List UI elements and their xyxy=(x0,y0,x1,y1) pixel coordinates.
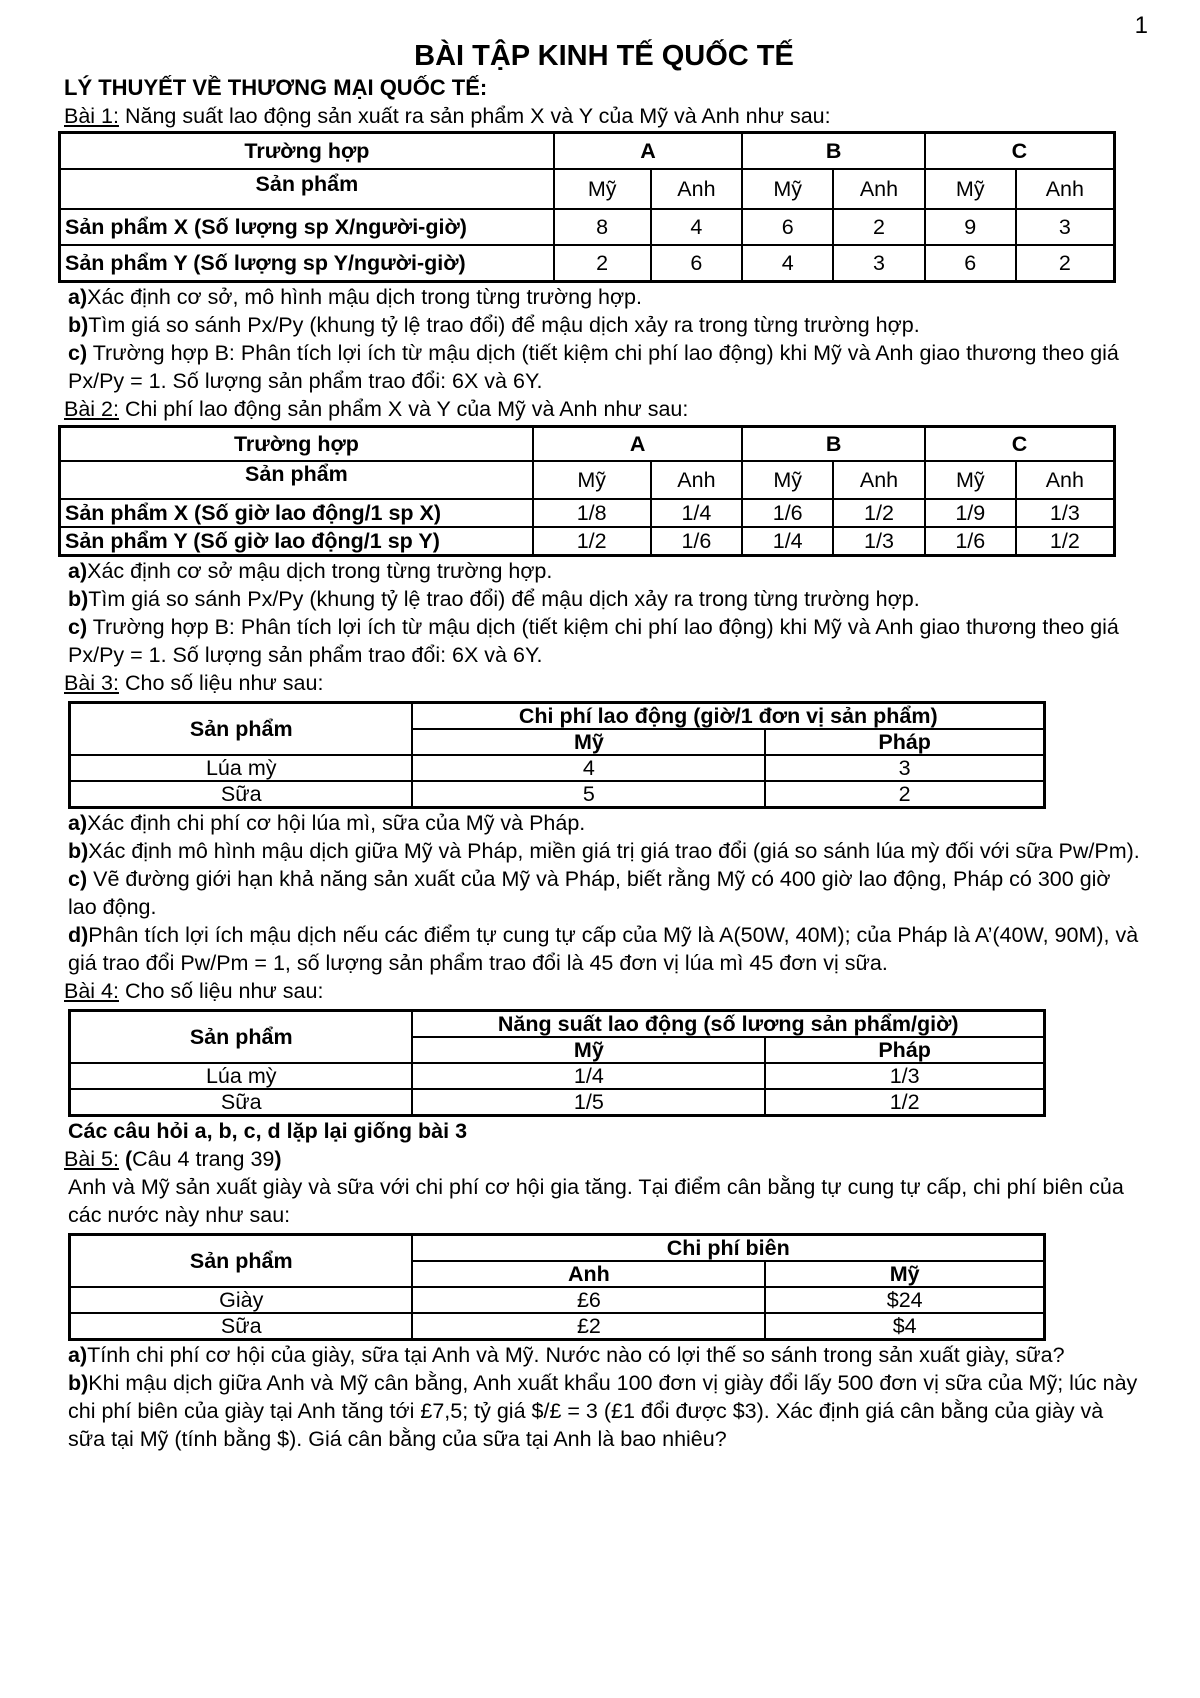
group-header: Năng suất lao động (số lương sản phẩm/giờ) xyxy=(412,1010,1044,1037)
value-cell: 1/4 xyxy=(412,1063,765,1089)
exercise-3-table xyxy=(68,701,1046,809)
question-text: Khi mậu dịch giữa Anh và Mỹ cân bằng, Anh xuất khẩu 100 đơn vị giày đổi lấy 500 đơn vị sữa của Mỹ; lúc này chi phí biên của giày tại Anh tăng tới £7,5; tỷ giá $/£ = 3 (£1 đổi được $3). Xác định giá cân bằng của giày và sữa tại Mỹ (tính bằng $). Giá cân bằng của sữa tại Anh là bao nhiêu? xyxy=(68,1370,1138,1451)
value-cell: 4 xyxy=(742,245,833,282)
value-cell: 1/4 xyxy=(742,527,833,556)
group-header: Chi phí lao động (giờ/1 đơn vị sản phẩm) xyxy=(412,702,1044,729)
table-row xyxy=(60,499,1115,527)
exercise-1-table xyxy=(58,131,1116,283)
value-cell: 1/6 xyxy=(651,527,743,556)
value-cell: $4 xyxy=(765,1313,1044,1340)
table-row xyxy=(60,245,1115,282)
value-cell: 2 xyxy=(554,245,651,282)
product-header: Sản phẩm xyxy=(70,1234,413,1287)
value-cell: £2 xyxy=(412,1313,765,1340)
country-cell: Anh xyxy=(651,169,743,209)
value-cell: 1/6 xyxy=(925,527,1016,556)
value-cell: 1/3 xyxy=(1016,499,1115,527)
product-header: Sản phẩm xyxy=(70,1010,413,1063)
value-cell: £6 xyxy=(412,1287,765,1313)
table-row xyxy=(70,1063,1045,1089)
value-cell: 8 xyxy=(554,209,651,245)
country-cell: Mỹ xyxy=(925,461,1016,499)
row-label: Giày xyxy=(70,1287,413,1313)
question-letter: b) xyxy=(68,1370,89,1395)
question-text: Tìm giá so sánh Px/Py (khung tỷ lệ trao đổi) để mậu dịch xảy ra trong từng trường hợp. xyxy=(88,586,920,611)
value-cell: 4 xyxy=(651,209,743,245)
product-header: Sản phẩm xyxy=(60,461,533,499)
value-cell: 6 xyxy=(742,209,833,245)
country-cell: Pháp xyxy=(765,1037,1044,1063)
exercise-1-text: Năng suất lao động sản xuất ra sản phẩm X và Y của Mỹ và Anh như sau: xyxy=(118,104,831,128)
question-text: Trường hợp B: Phân tích lợi ích từ mậu dịch (tiết kiệm chi phí lao động) khi Mỹ và Anh giao thương theo giá Px/Py = 1. Số lượng sản phẩm trao đổi: 6X và 6Y. xyxy=(68,614,1119,667)
country-cell: Anh xyxy=(412,1261,765,1287)
row-label: Lúa mỳ xyxy=(70,1063,413,1089)
case-b-header: B xyxy=(742,427,925,461)
table-row xyxy=(70,781,1045,808)
table-row xyxy=(70,1313,1045,1340)
exercise-5-heading xyxy=(64,1145,1144,1173)
table-row xyxy=(60,133,1115,170)
table-row xyxy=(70,1010,1045,1037)
row-label: Sữa xyxy=(70,1313,413,1340)
row-label: Sản phẩm Y (Số lượng sp Y/người-giờ) xyxy=(60,245,554,282)
value-cell: 1/2 xyxy=(833,499,925,527)
country-cell: Mỹ xyxy=(742,169,833,209)
product-header: Sản phẩm xyxy=(60,169,554,209)
country-cell: Mỹ xyxy=(925,169,1016,209)
question-letter: c) xyxy=(68,866,88,891)
table-row xyxy=(60,461,1115,499)
exercise-1-heading xyxy=(64,102,1144,130)
question-letter: b) xyxy=(68,838,89,863)
country-cell: Mỹ xyxy=(765,1261,1044,1287)
value-cell: 1/5 xyxy=(412,1089,765,1116)
table-row xyxy=(70,1287,1045,1313)
exercise-2-table xyxy=(58,425,1116,557)
question-letter: c) xyxy=(68,341,88,365)
country-cell: Mỹ xyxy=(742,461,833,499)
value-cell: 6 xyxy=(651,245,743,282)
exercise-2-question-b xyxy=(64,585,1144,613)
value-cell: 5 xyxy=(412,781,765,808)
country-cell: Mỹ xyxy=(412,729,765,755)
question-text: Phân tích lợi ích mậu dịch nếu các điểm tự cung tự cấp của Mỹ là A(50W, 40M); của Pháp là A’(40W, 90M), và giá trao đổi Pw/Pm = 1, số lượng sản phẩm trao đổi là 45 đơn vị lúa mì 45 đơn vị sữa. xyxy=(68,922,1139,975)
value-cell: 1/6 xyxy=(742,499,833,527)
table-row xyxy=(70,1234,1045,1261)
country-cell: Anh xyxy=(1016,169,1115,209)
value-cell: 1/9 xyxy=(925,499,1016,527)
exercise-1-question-b xyxy=(64,311,1144,339)
country-cell: Mỹ xyxy=(554,169,651,209)
table-row xyxy=(60,427,1115,461)
case-a-header: A xyxy=(533,427,742,461)
value-cell: 4 xyxy=(412,755,765,781)
row-label: Lúa mỳ xyxy=(70,755,413,781)
row-label: Sản phẩm X (Số giờ lao động/1 sp X) xyxy=(60,499,533,527)
table-row xyxy=(70,755,1045,781)
value-cell: 3 xyxy=(833,245,925,282)
value-cell: 2 xyxy=(833,209,925,245)
country-cell: Anh xyxy=(651,461,743,499)
exercise-4-table xyxy=(68,1009,1046,1117)
exercise-5-reference: Câu 4 trang 39 xyxy=(132,1146,275,1171)
exercise-5-table xyxy=(68,1233,1046,1341)
case-c-header: C xyxy=(925,133,1115,170)
exercise-5-question-a xyxy=(64,1341,1144,1369)
exercise-1-question-c xyxy=(64,339,1144,395)
question-letter: b) xyxy=(68,313,89,337)
exercise-2-text: Chi phí lao động sản phẩm X và Y của Mỹ và Anh như sau: xyxy=(118,397,689,421)
group-header: Chi phí biên xyxy=(412,1234,1044,1261)
question-text: Tìm giá so sánh Px/Py (khung tỷ lệ trao đổi) để mậu dịch xảy ra trong từng trường hợp. xyxy=(88,313,920,337)
value-cell: 1/2 xyxy=(765,1089,1044,1116)
row-label: Sản phẩm Y (Số giờ lao động/1 sp Y) xyxy=(60,527,533,556)
document-body xyxy=(64,38,1144,1453)
exercise-5-question-b xyxy=(64,1369,1144,1453)
row-label: Sữa xyxy=(70,1089,413,1116)
value-cell: 3 xyxy=(1016,209,1115,245)
exercise-5-label: Bài 5: xyxy=(64,1146,119,1171)
question-letter: a) xyxy=(68,285,88,309)
row-label: Sữa xyxy=(70,781,413,808)
page-number: 1 xyxy=(1134,12,1148,39)
value-cell: 1/2 xyxy=(1016,527,1115,556)
question-letter: a) xyxy=(68,558,88,583)
case-c-header: C xyxy=(925,427,1115,461)
exercise-4-text: Cho số liệu như sau: xyxy=(118,978,324,1003)
question-text: Xác định chi phí cơ hội lúa mì, sữa của Mỹ và Pháp. xyxy=(87,810,586,835)
exercise-3-question-d xyxy=(64,921,1144,977)
question-text: Tính chi phí cơ hội của giày, sữa tại Anh và Mỹ. Nước nào có lợi thế so sánh trong sản xuất giày, sữa? xyxy=(87,1342,1065,1367)
exercise-5-intro: Anh và Mỹ sản xuất giày và sữa với chi phí cơ hội gia tăng. Tại điểm cân bằng tự cung tự cấp, chi phí biên của các nước này như sau: xyxy=(68,1174,1124,1227)
exercise-5-close-paren: ) xyxy=(274,1146,282,1171)
exercise-2-question-a xyxy=(64,557,1144,585)
document-title: BÀI TẬP KINH TẾ QUỐC TẾ xyxy=(414,40,794,72)
country-cell: Pháp xyxy=(765,729,1044,755)
value-cell: 9 xyxy=(925,209,1016,245)
case-a-header: A xyxy=(554,133,743,170)
exercise-3-question-a xyxy=(64,809,1144,837)
value-cell: 2 xyxy=(1016,245,1115,282)
exercise-2-heading xyxy=(64,395,1144,423)
exercise-4-label: Bài 4: xyxy=(64,978,119,1003)
exercise-3-label: Bài 3: xyxy=(64,670,119,695)
country-cell: Anh xyxy=(833,169,925,209)
case-b-header: B xyxy=(742,133,925,170)
table-row xyxy=(60,169,1115,209)
exercise-3-question-c xyxy=(64,865,1144,921)
exercise-4-heading xyxy=(64,977,1144,1005)
table-row xyxy=(60,209,1115,245)
value-cell: 1/3 xyxy=(833,527,925,556)
question-letter: c) xyxy=(68,614,88,639)
question-letter: a) xyxy=(68,1342,88,1367)
country-cell: Anh xyxy=(833,461,925,499)
value-cell: $24 xyxy=(765,1287,1044,1313)
country-cell: Mỹ xyxy=(533,461,651,499)
case-header: Trường hợp xyxy=(60,133,554,170)
question-text: Trường hợp B: Phân tích lợi ích từ mậu dịch (tiết kiệm chi phí lao động) khi Mỹ và Anh giao thương theo giá Px/Py = 1. Số lượng sản phẩm trao đổi: 6X và 6Y. xyxy=(68,341,1119,393)
country-cell: Mỹ xyxy=(412,1037,765,1063)
value-cell: 1/3 xyxy=(765,1063,1044,1089)
exercise-2-question-c xyxy=(64,613,1144,669)
exercise-4-note: Các câu hỏi a, b, c, d lặp lại giống bài 3 xyxy=(68,1118,468,1143)
exercise-5-open-paren: ( xyxy=(118,1146,133,1171)
value-cell: 1/2 xyxy=(533,527,651,556)
case-header: Trường hợp xyxy=(60,427,533,461)
exercise-3-text: Cho số liệu như sau: xyxy=(118,670,324,695)
exercise-1-label: Bài 1: xyxy=(64,104,119,128)
table-row xyxy=(70,702,1045,729)
value-cell: 1/8 xyxy=(533,499,651,527)
product-header: Sản phẩm xyxy=(70,702,413,755)
question-text: Xác định mô hình mậu dịch giữa Mỹ và Pháp, miền giá trị giá trao đổi (giá so sánh lúa mỳ đối với sữa Pw/Pm). xyxy=(88,838,1140,863)
question-letter: a) xyxy=(68,810,88,835)
exercise-3-question-b xyxy=(64,837,1144,865)
question-text: Vẽ đường giới hạn khả năng sản xuất của Mỹ và Pháp, biết rằng Mỹ có 400 giờ lao động, Pháp có 300 giờ lao động. xyxy=(68,866,1111,919)
value-cell: 1/4 xyxy=(651,499,743,527)
exercise-1-question-a xyxy=(64,283,1144,311)
value-cell: 3 xyxy=(765,755,1044,781)
table-row xyxy=(60,527,1115,556)
question-letter: d) xyxy=(68,922,89,947)
question-letter: b) xyxy=(68,586,89,611)
value-cell: 2 xyxy=(765,781,1044,808)
exercise-3-heading xyxy=(64,669,1144,697)
table-row xyxy=(70,1089,1045,1116)
question-text: Xác định cơ sở mậu dịch trong từng trường hợp. xyxy=(87,558,553,583)
value-cell: 6 xyxy=(925,245,1016,282)
country-cell: Anh xyxy=(1016,461,1115,499)
row-label: Sản phẩm X (Số lượng sp X/người-giờ) xyxy=(60,209,554,245)
exercise-2-label: Bài 2: xyxy=(64,397,119,421)
section-title: LÝ THUYẾT VỀ THƯƠNG MẠI QUỐC TẾ: xyxy=(64,75,488,100)
question-text: Xác định cơ sở, mô hình mậu dịch trong từng trường hợp. xyxy=(87,285,642,309)
